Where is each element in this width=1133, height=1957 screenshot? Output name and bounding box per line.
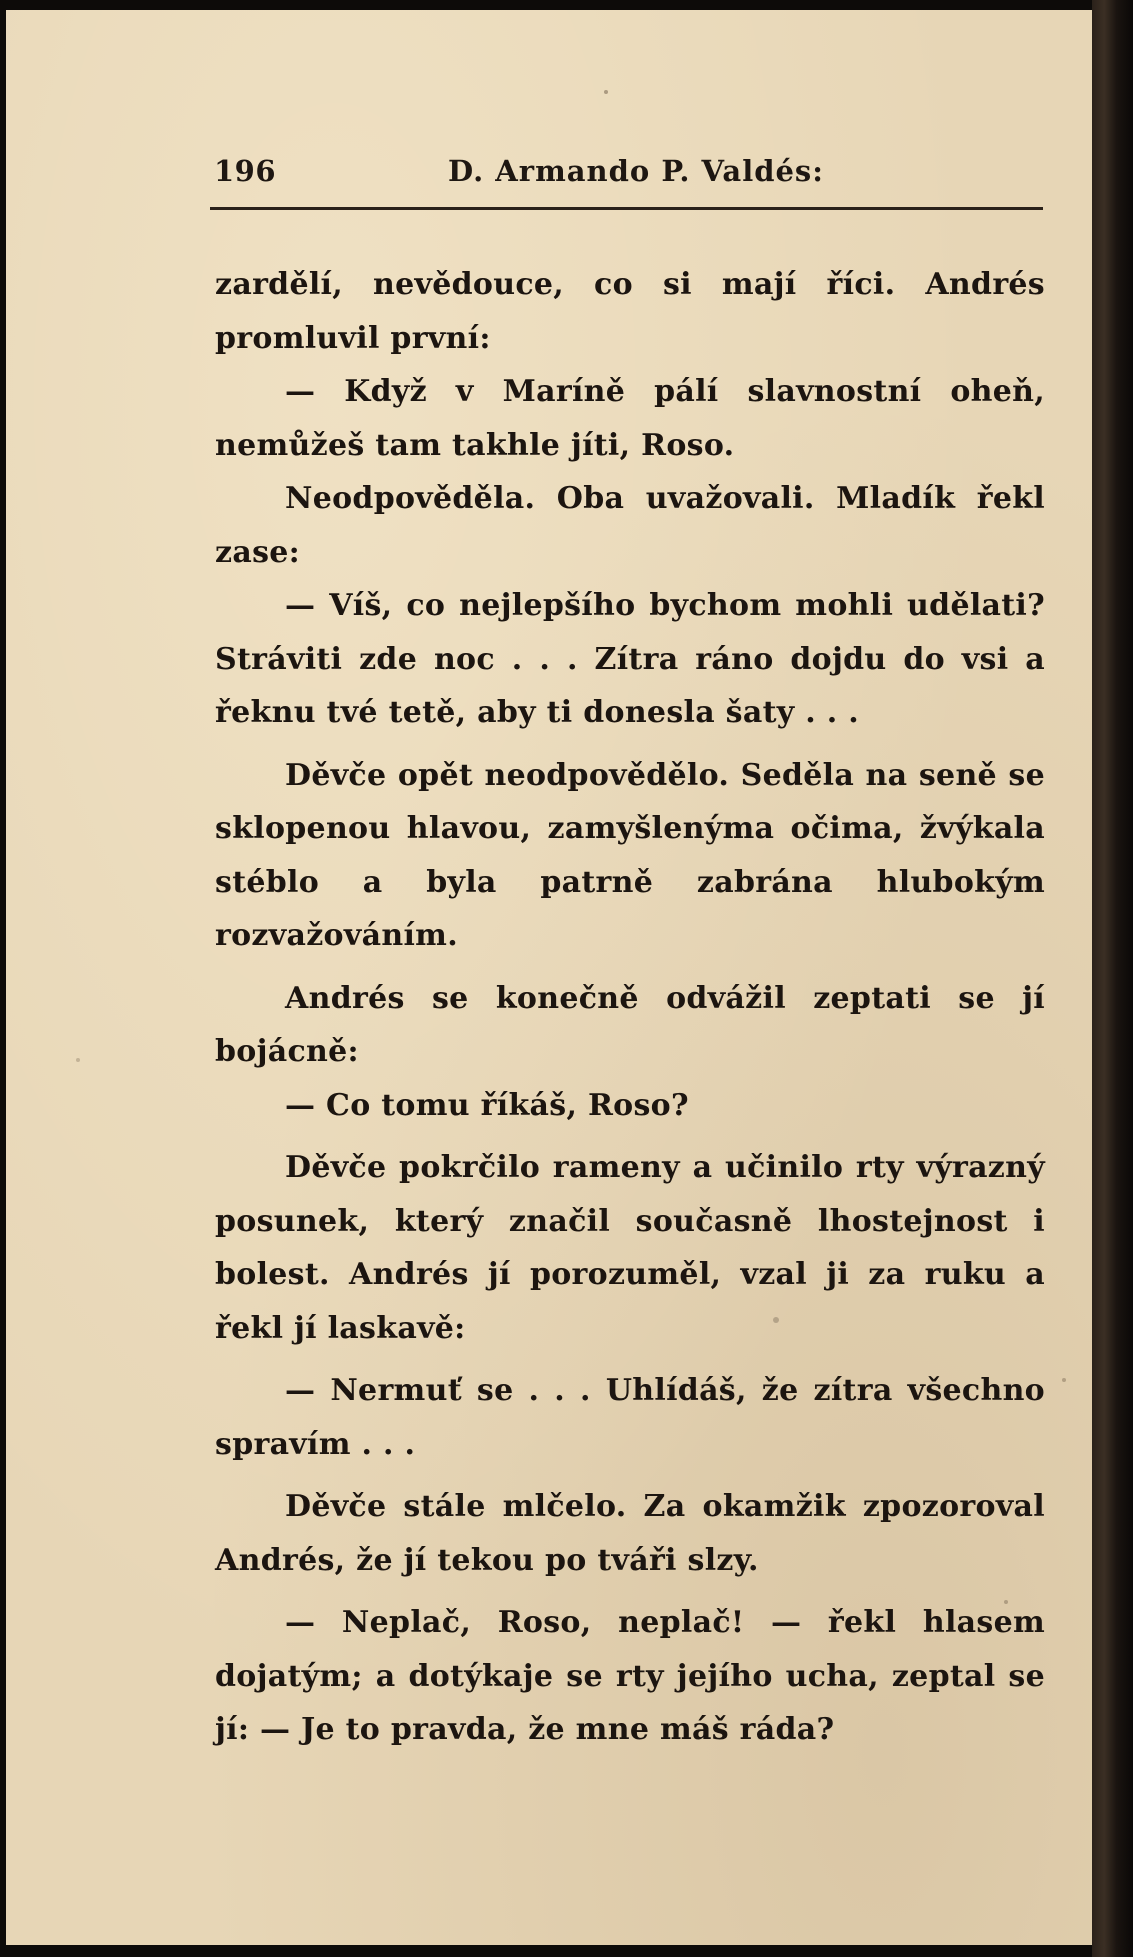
body-text: [215, 258, 1045, 1757]
running-head: [210, 152, 1043, 196]
book-gutter: [1092, 0, 1133, 1957]
paragraph: Děvče stále mlčelo. Za okamžik zpozoroval Andrés, že jí tekou po tváři slzy.: [215, 1489, 1045, 1578]
paragraph: — Neplač, Roso, neplač! — řekl hlasem dojatým; a dotýkaje se rty jejího ucha, zeptal se jí: — Je to pravda, že mne máš ráda?: [215, 1605, 1045, 1747]
paragraph: — Když v Maríně pálí slavnostní oheň, nemůžeš tam takhle jíti, Roso.: [215, 374, 1045, 463]
paragraph: Neodpověděla. Oba uvažovali. Mladík řekl zase:: [215, 481, 1045, 570]
paragraph: zardělí, nevědouce, co si mají říci. Andrés promluvil první:: [215, 267, 1045, 356]
page-number: 196: [214, 154, 277, 188]
paragraph: Andrés se konečně odvážil zeptati se jí bojácně:: [215, 980, 1045, 1069]
paragraph: Děvče opět neodpovědělo. Seděla na seně se sklopenou hlavou, zamyšlenýma očima, žvýkala stéblo a byla patrně zabrána hlubokým rozvažováním.: [215, 757, 1045, 953]
header-rule: [210, 207, 1043, 210]
paragraph: — Nermuť se . . . Uhlídáš, že zítra všechno spravím . . .: [215, 1373, 1045, 1462]
paragraph: Děvče pokrčilo rameny a učinilo rty výrazný posunek, který značil současně lhostejnost i bolest. Andrés jí porozuměl, vzal ji za ruku a řekl jí laskavě:: [215, 1150, 1045, 1346]
paragraph: — Víš, co nejlepšího bychom mohli udělati? Stráviti zde noc . . . Zítra ráno dojdu do vsi a řeknu tvé tetě, aby ti donesla šaty . . .: [215, 588, 1045, 730]
paragraph: — Co tomu říkáš, Roso?: [285, 1087, 689, 1123]
running-head-title: D. Armando P. Valdés:: [448, 154, 824, 188]
